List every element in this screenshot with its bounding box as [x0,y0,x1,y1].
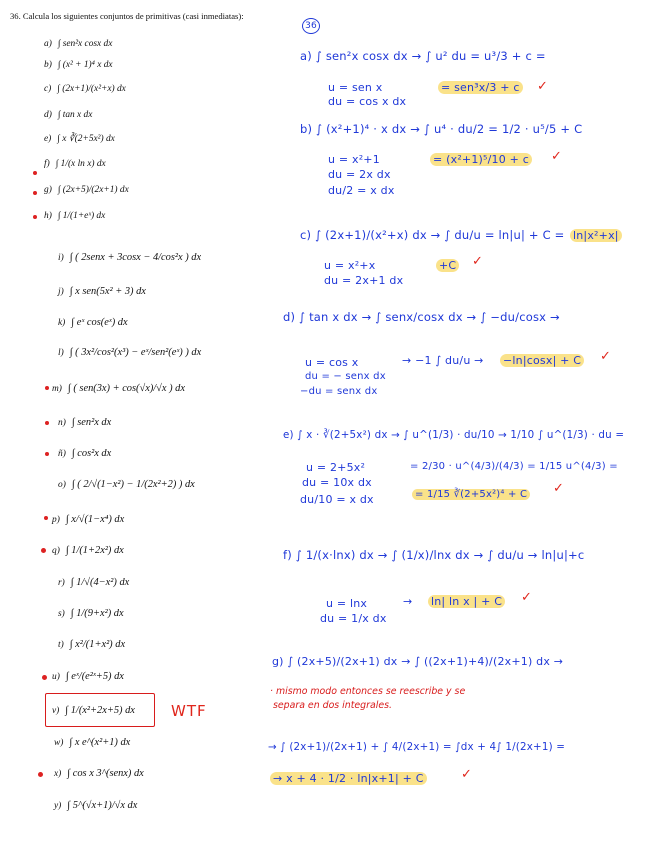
exercise-item-expr: ∫ x sen(5x² + 3) dx [69,286,146,297]
exercise-item [58,640,125,650]
e-sub1: u = 2+5x² [306,461,366,474]
exercise-item-label: j) [58,287,64,297]
exercise-item-expr: ∫ ( 2/√(1−x²) − 1/(2x²+2) ) dx [71,479,195,490]
check-icon: ✓ [537,79,548,94]
exercise-item [58,418,111,428]
wtf-annotation: WTF [171,702,207,720]
exercise-item-expr: ∫ ( 2senx + 3cosx − 4/cos²x ) dx [69,252,202,263]
exercise-item-label: b) [44,60,52,70]
exercise-item-expr: ∫ (2x+1)/(x²+x) dx [57,84,126,94]
exercise-item-expr: ∫ x²/(1+x²) dx [69,639,126,650]
exercise-item-label: q) [52,546,60,556]
f-sub1: u = lnx [326,597,368,610]
exercise-item [52,515,124,525]
e-result [412,488,530,500]
exercise-item [54,769,144,779]
exercise-item-label: ñ) [58,449,66,459]
f-sub2: du = 1/x dx [320,612,387,625]
exercise-item-label: a) [44,39,52,49]
exercise-item-expr: ∫ 1/√(4−x²) dx [70,577,130,588]
f-result-text: ln| ln x | + C [428,595,505,608]
header-circle [302,18,320,34]
check-icon: ✓ [472,254,483,269]
exercise-item [52,384,185,394]
exercise-item-expr: ∫ 1/(x²+2x+5) dx [65,705,135,716]
exercise-item-label: i) [58,253,64,263]
check-icon: ✓ [521,590,532,605]
b-line1: b) ∫ (x²+1)⁴ · x dx → ∫ u⁴ · du/2 = 1/2 · u⁵/5 + C [300,122,583,136]
exercise-item-label: k) [58,318,66,328]
a-line1: a) ∫ sen²x cosx dx → ∫ u² du = u³/3 + c = [300,49,546,63]
a-sub2: du = cos x dx [328,95,407,108]
a-result-text: = sen³x/3 + c [438,81,523,94]
c-sub2: du = 2x+1 dx [324,274,404,287]
a-sub1: u = sen x [328,81,383,94]
e-sub3: du/10 = x dx [300,493,374,506]
exercise-item-label: w) [54,738,64,748]
exercise-item-label: n) [58,418,66,428]
g-red-note-1: · mismo modo entonces se reescribe y se [270,686,466,697]
exercise-item-expr: ∫ 1/(1+eˣ) dx [57,211,106,221]
exercise-item-expr: ∫ sen²x cosx dx [57,39,113,49]
exercise-item [58,287,146,297]
exercise-item-label: v) [52,706,60,716]
exercise-item [44,111,92,120]
exercise-item [58,449,111,459]
mark-dot [38,772,43,777]
g-line2: → ∫ (2x+1)/(2x+1) + ∫ 4/(2x+1) = ∫dx + 4∫ 1/(2x+1) = [268,741,566,753]
exercise-item-expr: ∫ ( sen(3x) + cos(√x)/√x ) dx [67,383,185,394]
d-sub2: du = − senx dx [305,371,386,382]
c-line1: c) ∫ (2x+1)/(x²+x) dx → ∫ du/u = ln|u| + C = [300,228,565,242]
exercise-item-expr: ∫ tan x dx [57,110,93,120]
mark-dot [44,516,48,520]
b-result [430,154,532,165]
mark-dot [33,191,37,195]
exercise-item-label: l) [58,348,64,358]
c-result-inline [570,230,622,241]
exercise-item [44,40,112,49]
exercise-item [44,186,129,195]
exercise-item [58,318,128,328]
a-result [438,82,523,93]
exercise-item-expr: ∫ x/√(1−x⁴) dx [65,514,125,525]
f-line1: f) ∫ 1/(x·lnx) dx → ∫ (1/x)/lnx dx → ∫ du/u → ln|u|+c [283,548,585,562]
exercise-item-label: o) [58,480,66,490]
exercise-item [58,578,129,588]
exercise-item [44,61,113,70]
e-line1: e) ∫ x · ∛(2+5x²) dx → ∫ u^(1/3) · du/10 → 1/10 ∫ u^(1/3) · du = [283,429,625,441]
exercise-item-expr: ∫ 5^(√x+1)/√x dx [67,800,138,811]
exercise-item-label: e) [44,134,52,144]
exercise-item [44,160,106,169]
mark-dot [45,452,49,456]
mark-dot [45,421,49,425]
mark-dot [42,675,47,680]
mark-dot [45,386,49,390]
d-result-text: −ln|cosx| + C [500,354,584,367]
d-mid: → −1 ∫ du/u → [402,354,484,367]
exercise-item-expr: ∫ eˣ/(e²ˣ+5) dx [65,671,124,682]
exercise-item-label: d) [44,110,52,120]
exercise-item [52,672,124,682]
exercise-item [44,212,105,221]
exercise-item-expr: ∫ eˣ cos(eˣ) dx [71,317,128,328]
check-icon: ✓ [553,481,564,496]
exercise-item-label: s) [58,609,65,619]
header-number: 36 [305,21,317,31]
mark-dot [41,548,46,553]
e-result-text: = 1/15 ∛(2+5x²)⁴ + C [412,489,530,500]
exercise-item-expr: ∫ ( 3x²/cos²(x³) − eˣ/sen²(eˣ) ) dx [69,347,202,358]
mark-dot [33,171,37,175]
exercise-item [54,738,130,748]
exercise-item-expr: ∫ cos²x dx [71,448,112,459]
b-sub1: u = x²+1 [328,153,380,166]
exercise-item-expr: ∫ 1/(x ln x) dx [55,159,106,169]
f-arrow: → [403,595,413,608]
exercise-item-label: g) [44,185,52,195]
d-result [500,355,584,366]
g-red-note-2: separa en dos integrales. [273,700,392,711]
exercise-item-label: t) [58,640,64,650]
exercise-item-label: c) [44,84,52,94]
d-line1: d) ∫ tan x dx → ∫ senx/cosx dx → ∫ −du/cosx → [283,310,560,324]
exercise-item [58,348,201,358]
exercise-item [52,546,124,556]
exercise-item [58,609,124,619]
e-sub2: du = 10x dx [302,476,372,489]
check-icon: ✓ [461,767,472,782]
f-result [428,596,505,607]
exercise-item-label: m) [52,384,62,394]
exercise-item-label: x) [54,769,62,779]
exercise-item-expr: ∫ (x² + 1)⁴ x dx [57,60,113,70]
b-sub3: du/2 = x dx [328,184,395,197]
exercise-item [54,801,137,811]
mark-dot [33,215,37,219]
b-result-text: = (x²+1)⁵/10 + c [430,153,532,166]
red-box-v [45,693,155,727]
c-result-inline-text: ln|x²+x| [570,229,622,242]
c-result [436,260,459,271]
g-line1: g) ∫ (2x+5)/(2x+1) dx → ∫ ((2x+1)+4)/(2x+1) dx → [272,655,564,668]
exercise-item-expr: ∫ cos x 3^(senx) dx [67,768,144,779]
d-sub1: u = cos x [305,356,359,369]
exercise-item-label: h) [44,211,52,221]
exercise-item [44,85,126,94]
exercise-item-expr: ∫ sen²x dx [71,417,112,428]
exercise-item-expr: ∫ (2x+5)/(2x+1) dx [57,185,129,195]
b-sub2: du = 2x dx [328,168,391,181]
g-result [270,773,427,784]
exercise-item [58,253,201,263]
e-step1: = 2/30 · u^(4/3)/(4/3) = 1/15 u^(4/3) = [410,461,618,472]
exercise-item-expr: ∫ 1/(9+x²) dx [70,608,124,619]
d-sub3: −du = senx dx [300,386,378,397]
c-sub1: u = x²+x [324,259,376,272]
exercise-item-expr: ∫ 1/(1+2x²) dx [65,545,124,556]
g-result-text: → x + 4 · 1/2 · ln|x+1| + C [270,772,427,785]
exercise-item-expr: ∫ x ∛(2+5x²) dx [57,134,115,144]
exercise-item-label: u) [52,672,60,682]
exercise-item-expr: ∫ x e^(x²+1) dx [69,737,131,748]
exercise-item-label: f) [44,159,50,169]
check-icon: ✓ [600,349,611,364]
exercise-item-label: r) [58,578,65,588]
exercise-item-label: y) [54,801,62,811]
exercise-item [58,480,195,490]
exercise-title: 36. Calcula los siguientes conjuntos de primitivas (casi inmediatas): [10,11,244,21]
check-icon: ✓ [551,149,562,164]
exercise-item [44,135,115,144]
exercise-item-label: p) [52,515,60,525]
c-result-text: +C [436,259,459,272]
